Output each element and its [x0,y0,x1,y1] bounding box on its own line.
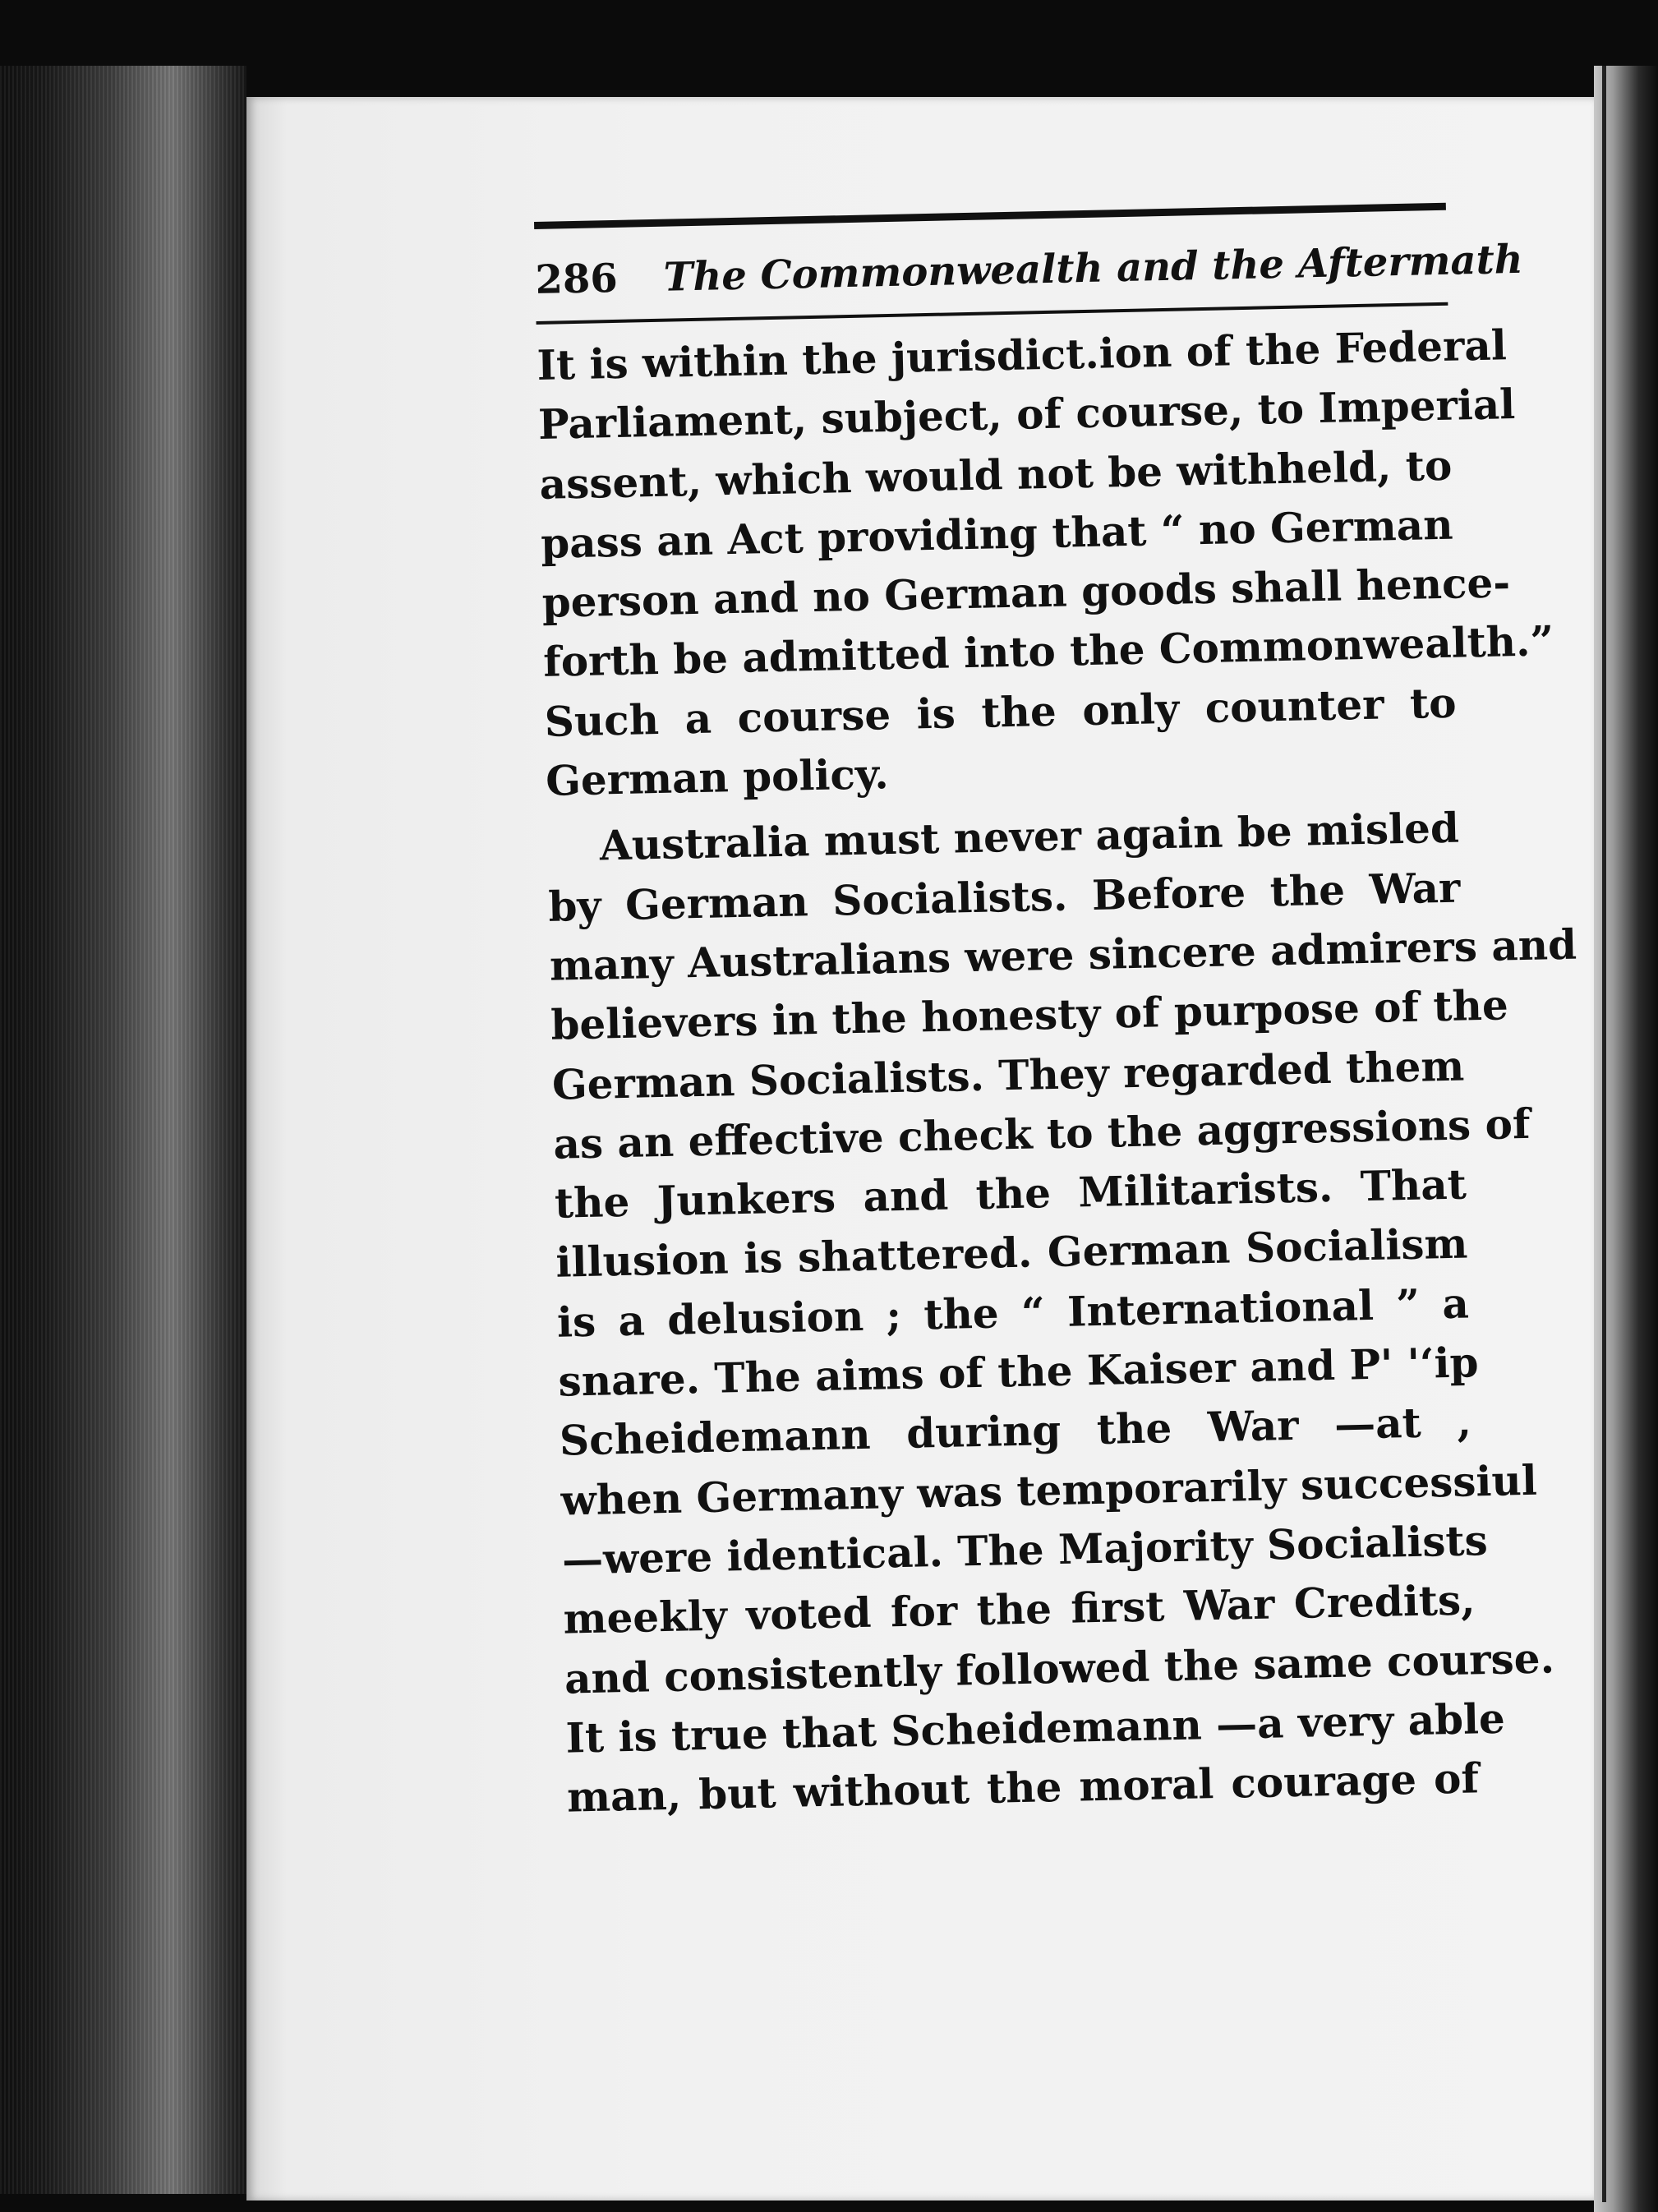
text-line: is a delusion ; the “ International ” a [556,1279,1470,1347]
text-line: many Australians were sincere admirers and [549,919,1577,990]
text-line: meekly voted for the first War Credits, [562,1575,1476,1643]
running-head-title: The Commonwealth and the Aftermath [663,236,1524,301]
page-number: 286 [534,255,619,303]
paragraph-2 [546,799,1577,1827]
text-line: German policy. [545,749,890,805]
text-line: and consistently followed the same course. [564,1633,1555,1703]
text-line: pass an Act providing that “ no German [540,500,1454,568]
text-line: It is within the jurisdict.ion of the Federal [537,320,1508,389]
text-line: man, but without the moral courage of [566,1753,1480,1822]
text-line: by German Socialists. Before the War [547,863,1461,931]
text-line: Scheidemann during the War —at , [559,1397,1472,1466]
book-page-edges [0,66,246,2194]
text-line: assent, which would not be withheld, to [539,440,1453,509]
text-line: illusion is shattered. German Socialism [555,1219,1468,1288]
text-line: believers in the honesty of purpose of the [550,980,1509,1050]
text-line: as an effective check to the aggressions of [552,1099,1531,1168]
text-line: when Germany was temporarily successiul [560,1455,1538,1525]
text-line: person and no German goods shall hence- [541,558,1511,628]
paragraph-1 [537,317,1554,811]
text-line: forth be admitted into the Commonwealth.” [542,616,1554,687]
text-line: Such a course is the only counter to [544,678,1458,746]
running-head [534,235,1524,306]
text-line: snare. The aims of the Kaiser and P' '‘ip [557,1338,1480,1406]
text-line: It is true that Scheidemann —a very able [565,1694,1506,1763]
text-line: German Socialists. They regarded them [551,1041,1465,1109]
text-line: —were identical. The Majority Socialists [561,1515,1489,1584]
text-line: Australia must never again be misled [599,803,1460,870]
text-line: the Junkers and the Militarists. That [554,1159,1467,1228]
text-line: Parliament, subject, of course, to Imperial [537,380,1516,449]
facing-page-edge-line [1602,66,1606,2202]
text-block [534,203,1577,1827]
